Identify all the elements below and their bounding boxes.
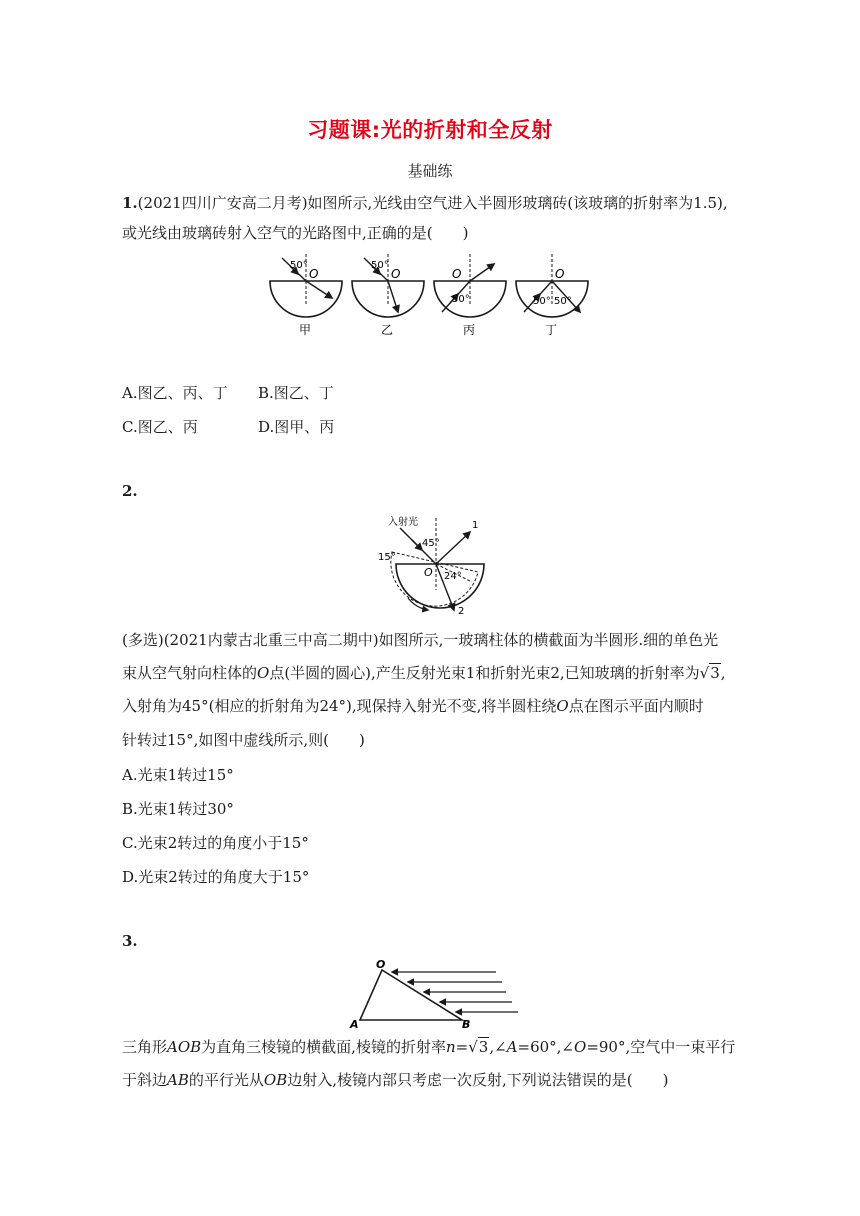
figure-yi <box>352 254 424 337</box>
q1-option-d: D.图甲、丙 <box>258 418 335 436</box>
page-title: 习题课:光的折射和全反射 <box>307 118 553 142</box>
q1-figures <box>262 250 602 340</box>
q1-number: 1. <box>122 194 138 212</box>
svg-text:24°: 24° <box>444 571 462 582</box>
svg-text:O: O <box>452 267 462 281</box>
q2-number: 2. <box>122 482 138 500</box>
q1-line1: 1.(2021四川广安高二月考)如图所示,光线由空气进入半圆形玻璃砖(该玻璃的折射率为1.5), <box>122 194 728 212</box>
svg-text:O: O <box>555 267 565 281</box>
q3-line1: 三角形AOB为直角三棱镜的横截面,棱镜的折射率n=√3,∠A=60°,∠O=90°,空气中一束平行 <box>122 1038 736 1056</box>
svg-text:A: A <box>350 1018 359 1030</box>
svg-text:O: O <box>309 267 319 281</box>
svg-text:50°: 50° <box>452 294 470 305</box>
q2-option-c: C.光束2转过的角度小于15° <box>122 834 309 852</box>
figure-bing <box>434 254 506 337</box>
figure-label-bing: 丙 <box>463 323 476 337</box>
svg-text:50°: 50° <box>290 260 308 271</box>
figure-ding <box>516 254 588 337</box>
q1-option-b: B.图乙、丁 <box>258 384 334 402</box>
q2-line3: 入射角为45°(相应的折射角为24°),现保持入射光不变,将半圆柱绕O点在图示平面内顺时 <box>122 697 704 715</box>
sqrt-symbol: √3 <box>699 664 720 682</box>
q3-figure <box>346 958 526 1030</box>
sqrt-symbol: √3 <box>468 1038 489 1056</box>
svg-text:2: 2 <box>458 606 465 617</box>
q3-number: 3. <box>122 932 138 950</box>
svg-text:1: 1 <box>472 520 479 531</box>
section-subtitle: 基础练 <box>407 162 453 180</box>
q2-option-b: B.光束1转过30° <box>122 800 234 818</box>
q2-line2: 束从空气射向柱体的O点(半圆的圆心),产生反射光束1和折射光束2,已知玻璃的折射率为√3, <box>122 664 726 682</box>
q2-line4: 针转过15°,如图中虚线所示,则( ) <box>122 731 365 749</box>
svg-text:B: B <box>462 1018 471 1030</box>
svg-text:50°: 50° <box>533 296 551 307</box>
q1-option-c: C.图乙、丙 <box>122 418 198 436</box>
svg-text:50°: 50° <box>371 260 389 271</box>
svg-text:入射光: 入射光 <box>388 517 418 528</box>
svg-text:45°: 45° <box>422 538 440 549</box>
svg-text:50°: 50° <box>554 296 572 307</box>
figure-label-yi: 乙 <box>381 323 394 337</box>
q3-line2: 于斜边AB的平行光从OB边射入,棱镜内部只考虑一次反射,下列说法错误的是( ) <box>122 1071 669 1089</box>
svg-text:15°: 15° <box>378 552 396 563</box>
q2-figure <box>360 510 500 620</box>
q2-line1: (多选)(2021内蒙古北重三中高二期中)如图所示,一玻璃柱体的横截面为半圆形.细的单色光 <box>122 631 719 649</box>
figure-label-ding: 丁 <box>545 323 558 337</box>
figure-jia <box>270 254 342 337</box>
svg-text:O: O <box>376 958 386 971</box>
svg-text:O: O <box>424 566 433 579</box>
q1-option-a: A.图乙、丙、丁 <box>122 384 228 402</box>
q2-option-a: A.光束1转过15° <box>122 766 234 784</box>
svg-text:O: O <box>391 267 401 281</box>
q1-line2: 或光线由玻璃砖射入空气的光路图中,正确的是( ) <box>122 224 469 242</box>
figure-label-jia: 甲 <box>299 323 312 337</box>
q2-option-d: D.光束2转过的角度大于15° <box>122 868 310 886</box>
